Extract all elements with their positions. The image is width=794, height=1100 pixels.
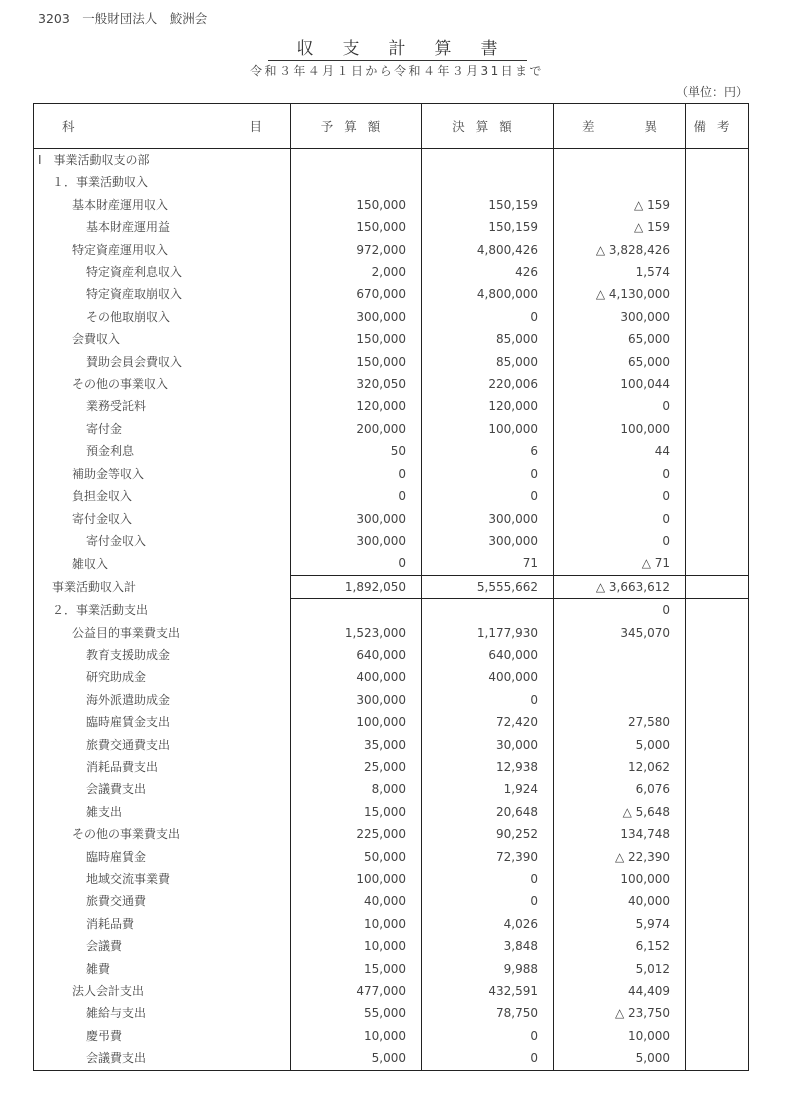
diff-cell: 12,062	[554, 756, 686, 778]
table-row	[34, 373, 749, 395]
budget-cell: 200,000	[291, 418, 422, 440]
budget-cell: 55,000	[291, 1002, 422, 1024]
note-cell	[686, 846, 749, 868]
table-row	[34, 711, 749, 733]
table-row	[34, 508, 749, 530]
actual-cell: 6	[422, 440, 554, 462]
table-body	[34, 149, 749, 1071]
budget-cell: 5,000	[291, 1047, 422, 1070]
actual-cell: 1,924	[422, 778, 554, 800]
budget-cell: 150,000	[291, 328, 422, 350]
budget-cell: 300,000	[291, 689, 422, 711]
note-cell	[686, 328, 749, 350]
header-kamoku-right: 目	[249, 119, 262, 134]
diff-cell: 44	[554, 440, 686, 462]
budget-cell	[291, 149, 422, 172]
budget-cell: 400,000	[291, 666, 422, 688]
budget-cell: 150,000	[291, 351, 422, 373]
diff-cell: 5,012	[554, 958, 686, 980]
table-row	[34, 756, 749, 778]
row-label: 預金利息	[34, 440, 291, 462]
row-label: 地域交流事業費	[34, 868, 291, 890]
table-row	[34, 395, 749, 417]
actual-cell	[422, 171, 554, 193]
note-cell	[686, 1002, 749, 1024]
table-row	[34, 1025, 749, 1047]
income-expenditure-table	[33, 103, 749, 1071]
note-cell	[686, 1047, 749, 1070]
budget-cell: 0	[291, 485, 422, 507]
budget-cell: 2,000	[291, 261, 422, 283]
diff-cell: 0	[554, 530, 686, 552]
diff-cell: △ 22,390	[554, 846, 686, 868]
row-label: 雑収入	[34, 552, 291, 575]
table-row	[34, 890, 749, 912]
row-label: Ⅰ 事業活動収支の部	[34, 149, 291, 172]
diff-cell: 5,974	[554, 913, 686, 935]
header-budget-label: 予算額	[320, 119, 392, 134]
row-label: ２．事業活動支出	[34, 599, 291, 622]
note-cell	[686, 935, 749, 957]
row-label: 寄付金収入	[34, 530, 291, 552]
actual-cell: 0	[422, 868, 554, 890]
actual-cell: 0	[422, 485, 554, 507]
actual-cell: 72,390	[422, 846, 554, 868]
budget-cell: 15,000	[291, 801, 422, 823]
actual-cell: 30,000	[422, 734, 554, 756]
diff-cell: 0	[554, 508, 686, 530]
actual-cell: 4,800,426	[422, 239, 554, 261]
header-kamoku-left: 科	[62, 119, 75, 134]
note-cell	[686, 778, 749, 800]
note-cell	[686, 149, 749, 172]
organization-label: 3203 一般財団法人 鮫洲会	[38, 11, 208, 26]
diff-cell: 345,070	[554, 622, 686, 644]
actual-cell	[422, 599, 554, 622]
actual-cell: 640,000	[422, 644, 554, 666]
row-label: 特定資産利息収入	[34, 261, 291, 283]
diff-cell: 134,748	[554, 823, 686, 845]
header-diff	[554, 104, 686, 149]
row-label: 慶弔費	[34, 1025, 291, 1047]
diff-cell: 6,152	[554, 935, 686, 957]
budget-cell: 40,000	[291, 890, 422, 912]
note-cell	[686, 261, 749, 283]
row-label: 寄付金収入	[34, 508, 291, 530]
row-label: 教育支援助成金	[34, 644, 291, 666]
budget-cell: 300,000	[291, 306, 422, 328]
diff-cell: 27,580	[554, 711, 686, 733]
table-row	[34, 913, 749, 935]
diff-cell: 0	[554, 485, 686, 507]
table-row	[34, 552, 749, 575]
row-label: 補助金等収入	[34, 463, 291, 485]
row-label: 旅費交通費支出	[34, 734, 291, 756]
row-label: 臨時雇賃金	[34, 846, 291, 868]
row-label: 公益目的事業費支出	[34, 622, 291, 644]
header-diff-left: 差	[582, 119, 595, 134]
actual-cell: 85,000	[422, 328, 554, 350]
diff-cell: △ 71	[554, 552, 686, 575]
table-row	[34, 846, 749, 868]
row-label: 雑費	[34, 958, 291, 980]
diff-cell	[554, 171, 686, 193]
diff-cell: △ 23,750	[554, 1002, 686, 1024]
diff-cell	[554, 644, 686, 666]
actual-cell: 220,006	[422, 373, 554, 395]
note-cell	[686, 980, 749, 1002]
actual-cell: 71	[422, 552, 554, 575]
note-cell	[686, 418, 749, 440]
header-actual-label: 決算額	[452, 119, 523, 134]
row-label: 法人会計支出	[34, 980, 291, 1002]
actual-cell: 0	[422, 1025, 554, 1047]
budget-cell	[291, 171, 422, 193]
table-row	[34, 283, 749, 305]
actual-cell: 4,800,000	[422, 283, 554, 305]
actual-cell	[422, 149, 554, 172]
budget-cell: 35,000	[291, 734, 422, 756]
table-row	[34, 935, 749, 957]
budget-cell: 120,000	[291, 395, 422, 417]
actual-cell: 12,938	[422, 756, 554, 778]
note-cell	[686, 666, 749, 688]
row-label: 海外派遣助成金	[34, 689, 291, 711]
row-label: 基本財産運用益	[34, 216, 291, 238]
note-cell	[686, 756, 749, 778]
note-cell	[686, 644, 749, 666]
note-cell	[686, 958, 749, 980]
note-cell	[686, 239, 749, 261]
diff-cell	[554, 666, 686, 688]
actual-cell: 426	[422, 261, 554, 283]
table-row	[34, 194, 749, 216]
diff-cell: △ 159	[554, 216, 686, 238]
budget-cell: 972,000	[291, 239, 422, 261]
table-row	[34, 485, 749, 507]
actual-cell: 0	[422, 890, 554, 912]
budget-cell: 300,000	[291, 508, 422, 530]
budget-cell: 0	[291, 552, 422, 575]
budget-cell: 25,000	[291, 756, 422, 778]
diff-cell: 6,076	[554, 778, 686, 800]
table-row	[34, 216, 749, 238]
actual-cell: 150,159	[422, 216, 554, 238]
table-header-row	[34, 104, 749, 149]
table-row	[34, 328, 749, 350]
note-cell	[686, 194, 749, 216]
table-row	[34, 440, 749, 462]
row-label: 雑支出	[34, 801, 291, 823]
row-label: 負担金収入	[34, 485, 291, 507]
actual-cell: 90,252	[422, 823, 554, 845]
note-cell	[686, 689, 749, 711]
actual-cell: 0	[422, 1047, 554, 1070]
budget-cell: 50,000	[291, 846, 422, 868]
actual-cell: 20,648	[422, 801, 554, 823]
actual-cell: 0	[422, 306, 554, 328]
actual-cell: 300,000	[422, 530, 554, 552]
diff-cell: 40,000	[554, 890, 686, 912]
note-cell	[686, 734, 749, 756]
table-row	[34, 171, 749, 193]
row-label: 会費収入	[34, 328, 291, 350]
diff-cell: 5,000	[554, 1047, 686, 1070]
header-kamoku	[34, 104, 291, 149]
table-row	[34, 306, 749, 328]
table-row	[34, 599, 749, 622]
table-row	[34, 239, 749, 261]
row-label: 事業活動収入計	[34, 575, 291, 598]
table-row	[34, 666, 749, 688]
table-row	[34, 980, 749, 1002]
budget-cell: 100,000	[291, 711, 422, 733]
table-row	[34, 778, 749, 800]
diff-cell	[554, 149, 686, 172]
budget-cell: 1,523,000	[291, 622, 422, 644]
row-label: 特定資産運用収入	[34, 239, 291, 261]
diff-cell: 100,000	[554, 868, 686, 890]
table-row	[34, 622, 749, 644]
row-label: その他取崩収入	[34, 306, 291, 328]
row-label: 消耗品費	[34, 913, 291, 935]
table-row	[34, 801, 749, 823]
note-cell	[686, 530, 749, 552]
row-label: 旅費交通費	[34, 890, 291, 912]
diff-cell: 0	[554, 463, 686, 485]
note-cell	[686, 890, 749, 912]
note-cell	[686, 463, 749, 485]
row-label: 雑給与支出	[34, 1002, 291, 1024]
budget-cell	[291, 599, 422, 622]
budget-cell: 10,000	[291, 1025, 422, 1047]
row-label: その他の事業費支出	[34, 823, 291, 845]
total-row	[34, 575, 749, 598]
actual-cell: 1,177,930	[422, 622, 554, 644]
table-row	[34, 868, 749, 890]
diff-cell: △ 159	[554, 194, 686, 216]
actual-cell: 0	[422, 463, 554, 485]
header-budget	[291, 104, 422, 149]
budget-cell: 300,000	[291, 530, 422, 552]
row-label: 消耗品費支出	[34, 756, 291, 778]
note-cell	[686, 373, 749, 395]
row-label: 会議費支出	[34, 778, 291, 800]
note-cell	[686, 575, 749, 598]
note-cell	[686, 599, 749, 622]
header-actual	[422, 104, 554, 149]
diff-cell: 65,000	[554, 328, 686, 350]
diff-cell: 300,000	[554, 306, 686, 328]
row-label: 賛助会員会費収入	[34, 351, 291, 373]
note-cell	[686, 171, 749, 193]
diff-cell: △ 3,663,612	[554, 575, 686, 598]
diff-cell: △ 4,130,000	[554, 283, 686, 305]
table-row	[34, 734, 749, 756]
row-label: 寄付金	[34, 418, 291, 440]
note-cell	[686, 622, 749, 644]
table-row	[34, 1047, 749, 1070]
actual-cell: 72,420	[422, 711, 554, 733]
row-label: 特定資産取崩収入	[34, 283, 291, 305]
note-cell	[686, 711, 749, 733]
diff-cell	[554, 689, 686, 711]
row-label: その他の事業収入	[34, 373, 291, 395]
actual-cell: 150,159	[422, 194, 554, 216]
note-cell	[686, 351, 749, 373]
diff-cell: △ 3,828,426	[554, 239, 686, 261]
note-cell	[686, 485, 749, 507]
budget-cell: 1,892,050	[291, 575, 422, 598]
note-cell	[686, 913, 749, 935]
document-title-wrap	[0, 34, 794, 59]
budget-cell: 320,050	[291, 373, 422, 395]
budget-cell: 150,000	[291, 194, 422, 216]
header-note	[686, 104, 749, 149]
row-label: 会議費支出	[34, 1047, 291, 1070]
row-label: 研究助成金	[34, 666, 291, 688]
budget-cell: 0	[291, 463, 422, 485]
header-diff-right: 異	[644, 119, 657, 134]
note-cell	[686, 801, 749, 823]
diff-cell: 10,000	[554, 1025, 686, 1047]
budget-cell: 10,000	[291, 935, 422, 957]
note-cell	[686, 1025, 749, 1047]
note-cell	[686, 508, 749, 530]
row-label: 業務受託料	[34, 395, 291, 417]
table-row	[34, 644, 749, 666]
table-row	[34, 958, 749, 980]
diff-cell: 100,044	[554, 373, 686, 395]
table-row	[34, 351, 749, 373]
table-row	[34, 261, 749, 283]
note-cell	[686, 306, 749, 328]
budget-cell: 15,000	[291, 958, 422, 980]
row-label: 会議費	[34, 935, 291, 957]
row-label: １．事業活動収入	[34, 171, 291, 193]
note-cell	[686, 440, 749, 462]
diff-cell: 100,000	[554, 418, 686, 440]
actual-cell: 120,000	[422, 395, 554, 417]
table-row	[34, 418, 749, 440]
table-row	[34, 823, 749, 845]
header-note-label: 備考	[693, 119, 741, 134]
table-row	[34, 463, 749, 485]
actual-cell: 432,591	[422, 980, 554, 1002]
actual-cell: 0	[422, 689, 554, 711]
actual-cell: 85,000	[422, 351, 554, 373]
budget-cell: 50	[291, 440, 422, 462]
diff-cell: 65,000	[554, 351, 686, 373]
table-row	[34, 1002, 749, 1024]
row-label: 臨時雇賃金支出	[34, 711, 291, 733]
row-label: 基本財産運用収入	[34, 194, 291, 216]
diff-cell: 1,574	[554, 261, 686, 283]
unit-label: （単位：円）	[675, 85, 748, 99]
actual-cell: 4,026	[422, 913, 554, 935]
note-cell	[686, 823, 749, 845]
note-cell	[686, 283, 749, 305]
budget-cell: 10,000	[291, 913, 422, 935]
note-cell	[686, 868, 749, 890]
budget-cell: 100,000	[291, 868, 422, 890]
note-cell	[686, 395, 749, 417]
actual-cell: 9,988	[422, 958, 554, 980]
fiscal-period: 令和３年４月１日から令和４年３月31日まで	[250, 64, 544, 78]
budget-cell: 150,000	[291, 216, 422, 238]
budget-cell: 640,000	[291, 644, 422, 666]
actual-cell: 400,000	[422, 666, 554, 688]
diff-cell: 0	[554, 395, 686, 417]
budget-cell: 477,000	[291, 980, 422, 1002]
diff-cell: 0	[554, 599, 686, 622]
table-row	[34, 149, 749, 172]
table-row	[34, 530, 749, 552]
table-row	[34, 689, 749, 711]
note-cell	[686, 216, 749, 238]
actual-cell: 300,000	[422, 508, 554, 530]
actual-cell: 100,000	[422, 418, 554, 440]
document-title: 収支計算書	[268, 39, 527, 61]
actual-cell: 5,555,662	[422, 575, 554, 598]
diff-cell: 44,409	[554, 980, 686, 1002]
budget-cell: 8,000	[291, 778, 422, 800]
budget-cell: 225,000	[291, 823, 422, 845]
diff-cell: △ 5,648	[554, 801, 686, 823]
actual-cell: 3,848	[422, 935, 554, 957]
budget-cell: 670,000	[291, 283, 422, 305]
note-cell	[686, 552, 749, 575]
diff-cell: 5,000	[554, 734, 686, 756]
actual-cell: 78,750	[422, 1002, 554, 1024]
